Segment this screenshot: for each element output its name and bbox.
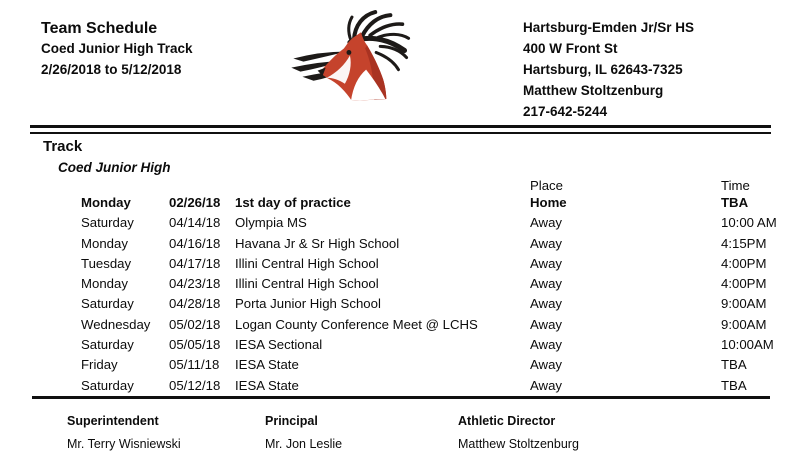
cell-event: IESA State (235, 357, 299, 373)
footer-name: Mr. Jon Leslie (265, 437, 343, 451)
header-event-spacer (235, 179, 530, 193)
table-row (81, 376, 800, 396)
school-name: Hartsburg-Emden Jr/Sr HS (523, 20, 695, 35)
cell-time: 4:00PM (721, 276, 767, 292)
cell-day: Tuesday (81, 255, 132, 271)
cell-event: Porta Junior High School (235, 296, 381, 312)
cell-day: Saturday (81, 215, 134, 231)
schedule-table (81, 179, 800, 396)
cell-day: Monday (81, 235, 128, 251)
cell-event: 1st day of practice (235, 195, 351, 210)
cell-day: Saturday (81, 337, 134, 353)
school-address-line2: Hartsburg, IL 62643-7325 (523, 62, 683, 77)
school-address-line1: 400 W Front St (523, 41, 618, 56)
cell-place: Away (530, 235, 563, 251)
cell-time: TBA (721, 195, 749, 210)
cell-time: 9:00AM (721, 316, 767, 332)
cell-date: 04/17/18 (169, 255, 221, 271)
cell-event: IESA State (235, 377, 299, 393)
cell-event: Olympia MS (235, 215, 307, 231)
cell-day: Friday (81, 357, 118, 373)
table-row (81, 274, 800, 294)
cell-time: TBA (721, 377, 747, 393)
cell-date: 04/28/18 (169, 296, 221, 312)
cell-place: Away (530, 296, 563, 312)
cell-date: 05/11/18 (169, 357, 220, 373)
footer-label: Superintendent (67, 414, 159, 428)
cell-day: Saturday (81, 377, 134, 393)
table-row (81, 294, 800, 314)
cell-time: 4:00PM (721, 255, 767, 271)
cell-place: Away (530, 377, 563, 393)
cell-time: 9:00AM (721, 296, 767, 312)
table-row (81, 193, 800, 213)
cell-event: IESA Sectional (235, 337, 323, 353)
footer-superintendent (67, 414, 181, 451)
stag-icon (291, 6, 423, 102)
cell-time: 4:15PM (721, 235, 767, 251)
cell-time: TBA (721, 357, 747, 373)
schedule-table-body (81, 193, 800, 396)
cell-event: Illini Central High School (235, 255, 379, 271)
table-row (81, 234, 800, 254)
cell-date: 04/14/18 (169, 215, 221, 231)
cell-date: 04/23/18 (169, 276, 221, 292)
schedule-subtitle: Coed Junior High Track (41, 41, 193, 56)
cell-place: Home (530, 195, 567, 210)
schedule-table-header (81, 179, 800, 193)
cell-day: Monday (81, 276, 128, 292)
school-phone: 217-642-5244 (523, 104, 608, 119)
cell-place: Away (530, 215, 563, 231)
cell-event: Havana Jr & Sr High School (235, 235, 400, 251)
cell-date: 05/05/18 (169, 337, 221, 353)
cell-time: 10:00 AM (721, 215, 777, 231)
cell-time: 10:00AM (721, 337, 774, 353)
cell-event: Logan County Conference Meet @ LCHS (235, 316, 478, 332)
footer-label: Principal (265, 414, 318, 428)
header-date-spacer (169, 179, 235, 193)
header-place: Place (530, 178, 563, 193)
schedule-date-range: 2/26/2018 to 5/12/2018 (41, 62, 182, 77)
cell-date: 05/02/18 (169, 316, 221, 332)
header-day-spacer (81, 179, 169, 193)
cell-day: Wednesday (81, 316, 151, 332)
school-info-block (523, 17, 694, 122)
header-time: Time (721, 178, 750, 193)
stag-mascot-logo (291, 6, 423, 102)
table-row (81, 355, 800, 375)
cell-place: Away (530, 357, 563, 373)
cell-date: 02/26/18 (169, 195, 221, 210)
table-row (81, 315, 800, 335)
footer-label: Athletic Director (458, 414, 556, 428)
sport-section-title: Track (43, 138, 83, 155)
sport-section-subtitle: Coed Junior High (58, 160, 171, 175)
footer-athletic-director (458, 414, 579, 451)
header-divider (30, 125, 771, 134)
page-title: Team Schedule (41, 20, 158, 37)
cell-date: 05/12/18 (169, 377, 221, 393)
school-contact-name: Matthew Stoltzenburg (523, 83, 664, 98)
table-row (81, 254, 800, 274)
schedule-title-block (41, 19, 193, 78)
cell-day: Saturday (81, 296, 134, 312)
cell-place: Away (530, 337, 563, 353)
cell-day: Monday (81, 195, 131, 210)
cell-place: Away (530, 316, 563, 332)
cell-date: 04/16/18 (169, 235, 221, 251)
footer-principal (265, 414, 342, 451)
footer-name: Matthew Stoltzenburg (458, 437, 579, 451)
footer-divider (32, 396, 770, 399)
cell-place: Away (530, 255, 563, 271)
table-row (81, 213, 800, 233)
footer-name: Mr. Terry Wisniewski (67, 437, 181, 451)
cell-event: Illini Central High School (235, 276, 379, 292)
cell-place: Away (530, 276, 563, 292)
table-row (81, 335, 800, 355)
